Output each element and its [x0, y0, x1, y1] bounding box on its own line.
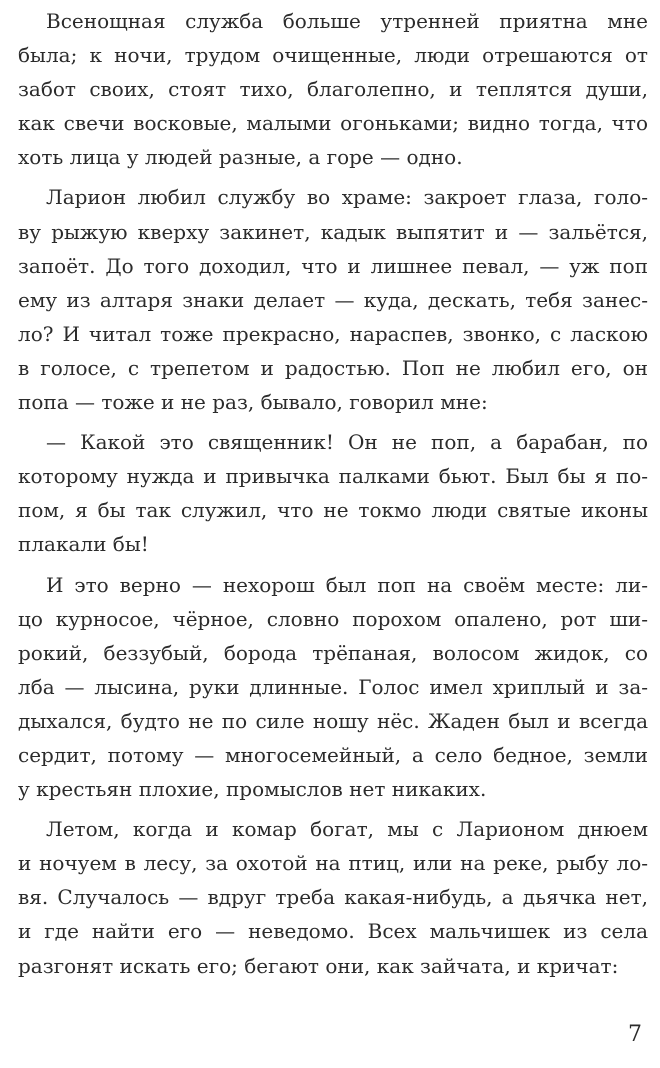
text-line: И это верно — нехорош был поп на своём месте: ли-: [46, 572, 648, 597]
text-line: разгонят искать его; бегают они, как зайчата, и кричат:: [18, 953, 619, 978]
text-line: и ночуем в лесу, за охотой на птиц, или на реке, рыбу ло-: [18, 851, 648, 876]
text-line: Всенощная служба больше утренней приятна мне: [46, 9, 648, 33]
text-line: вя. Случалось — вдруг треба какая-нибудь, а дьячка нет,: [18, 885, 648, 910]
text-line: пом, я бы так служил, что не токмо люди святые иконы: [18, 498, 648, 523]
text-line: рокий, беззубый, борода трёпаная, волосом жидок, со: [18, 640, 648, 665]
page-number: 7: [628, 1022, 642, 1047]
body-text: [18, 4, 648, 983]
text-line: дыхался, будто не по силе ношу нёс. Жаден был и всегда: [18, 708, 648, 733]
text-line: цо курносое, чёрное, словно порохом опалено, рот ши-: [18, 606, 648, 631]
text-line: запоёт. До того доходил, что и лишнее певал, — уж поп: [18, 253, 648, 278]
text-line: — Какой это священник! Он не поп, а барабан, по: [46, 430, 648, 455]
text-line: у крестьян плохие, промыслов нет никаких.: [18, 777, 487, 802]
text-line: лба — лысина, руки длинные. Голос имел хриплый и за-: [18, 674, 648, 699]
text-line: ло? И читал тоже прекрасно, нараспев, звонко, с ласкою: [18, 321, 648, 346]
text-line: сердит, потому — многосемейный, а село бедное, земли: [18, 742, 648, 767]
text-line: и где найти его — неведомо. Всех мальчишек из села: [18, 919, 648, 944]
text-line: забот своих, стоят тихо, благолепно, и теплятся души,: [18, 77, 648, 102]
text-line: Ларион любил службу во храме: закроет глаза, голо-: [46, 185, 648, 210]
text-line: которому нужда и привычка палками бьют. Был бы я по-: [18, 464, 648, 489]
text-line: как свечи восковые, малыми огоньками; видно тогда, что: [18, 111, 648, 136]
text-line: хоть лица у людей разные, а горе — одно.: [18, 145, 463, 170]
text-line: ему из алтаря знаки делает — куда, дескать, тебя занес-: [18, 287, 648, 312]
text-line: Летом, когда и комар богат, мы с Ларионом днюем: [46, 817, 648, 842]
text-line: в голосе, с трепетом и радостью. Поп не любил его, он: [18, 355, 648, 380]
text-line: попа — тоже и не раз, бывало, говорил мне:: [18, 390, 488, 415]
text-line: ву рыжую кверху закинет, кадык выпятит и — зальётся,: [18, 219, 648, 244]
text-line: была; к ночи, трудом очищенные, люди отрешаются от: [18, 43, 648, 68]
text-line: плакали бы!: [18, 532, 149, 557]
